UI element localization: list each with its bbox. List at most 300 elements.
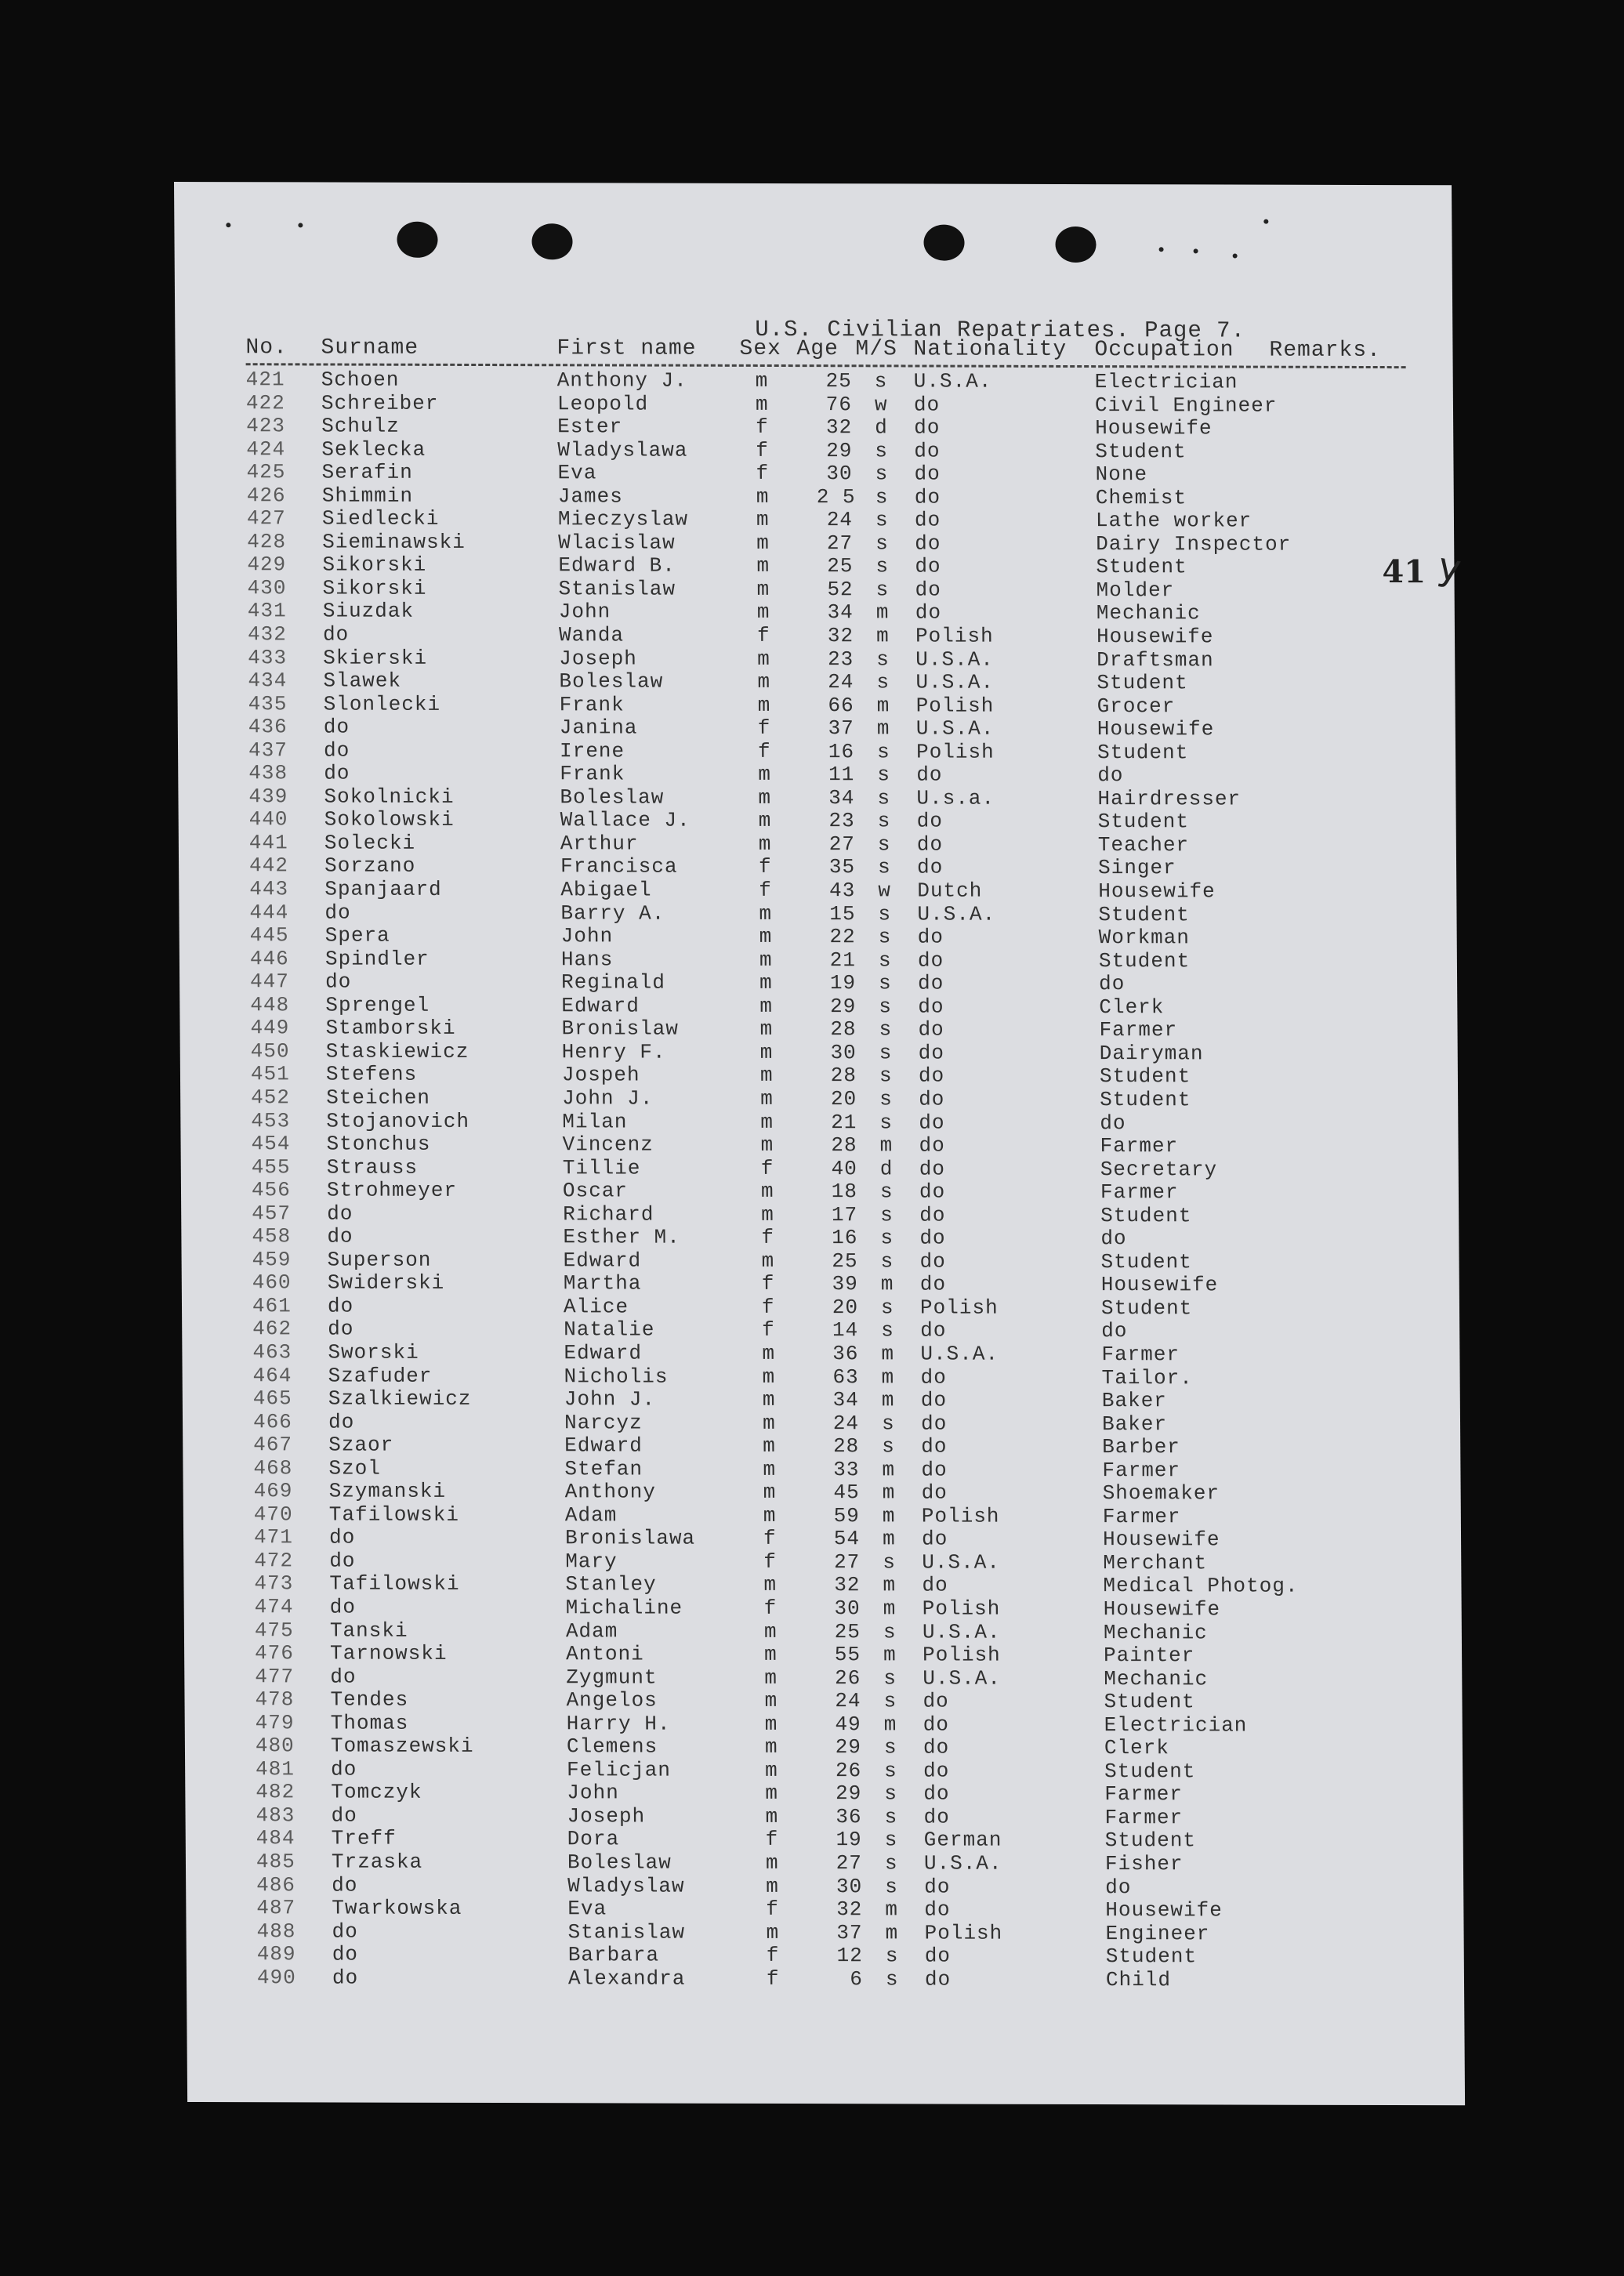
occupation: Housewife bbox=[1098, 879, 1216, 904]
occupation: Student bbox=[1100, 1088, 1191, 1112]
nationality: do bbox=[917, 948, 944, 973]
age: 24 bbox=[828, 670, 854, 694]
surname: Stefens bbox=[325, 1062, 418, 1087]
row-number: 458 bbox=[252, 1224, 292, 1249]
punch-hole bbox=[923, 225, 964, 261]
nationality: Polish bbox=[915, 624, 994, 648]
first-name: Nicholis bbox=[564, 1364, 669, 1389]
row-number: 452 bbox=[251, 1085, 291, 1110]
marital-status: s bbox=[885, 1944, 899, 1968]
row-number: 479 bbox=[255, 1710, 295, 1735]
occupation: Student bbox=[1095, 439, 1187, 464]
nationality: do bbox=[919, 1157, 946, 1181]
handwritten-mark: y bbox=[1434, 544, 1465, 592]
occupation: Student bbox=[1104, 1828, 1197, 1853]
first-name: Frank bbox=[559, 692, 625, 717]
surname: Siuzdak bbox=[322, 599, 415, 624]
punch-hole bbox=[1055, 227, 1096, 263]
age: 55 bbox=[834, 1643, 861, 1667]
marital-status: s bbox=[878, 948, 892, 973]
first-name: Harry H. bbox=[566, 1711, 671, 1736]
surname: do bbox=[324, 761, 350, 785]
surname: Tomaszewski bbox=[330, 1734, 474, 1759]
nationality: U.s.a. bbox=[916, 786, 995, 810]
sex: m bbox=[759, 971, 773, 995]
page-title: U.S. Civilian Repatriates. Page 7. bbox=[755, 316, 1246, 344]
surname: Tafilowski bbox=[328, 1502, 460, 1527]
occupation: do bbox=[1105, 1875, 1132, 1899]
nationality: do bbox=[924, 1967, 952, 1992]
surname: Superson bbox=[327, 1248, 432, 1272]
nationality: do bbox=[919, 1133, 945, 1158]
sex: m bbox=[756, 508, 770, 532]
age: 40 bbox=[831, 1156, 857, 1180]
marital-status: s bbox=[883, 1550, 896, 1575]
first-name: Esther M. bbox=[563, 1225, 680, 1249]
marital-status: s bbox=[879, 1180, 894, 1204]
header-remarks: Remarks. bbox=[1269, 338, 1382, 364]
nationality: do bbox=[923, 1735, 950, 1760]
occupation: do bbox=[1099, 972, 1126, 996]
marital-status: s bbox=[874, 369, 888, 393]
sex: m bbox=[759, 1064, 774, 1088]
age: 33 bbox=[833, 1457, 860, 1481]
age: 34 bbox=[827, 600, 854, 625]
nationality: do bbox=[920, 1318, 947, 1343]
sex: m bbox=[761, 1202, 774, 1227]
occupation: Farmer bbox=[1101, 1343, 1180, 1367]
sex: f bbox=[757, 739, 771, 763]
punch-hole bbox=[397, 222, 437, 258]
row-number: 438 bbox=[248, 761, 288, 785]
age: 20 bbox=[832, 1296, 859, 1320]
marital-status: s bbox=[878, 925, 892, 949]
surname: Schreiber bbox=[321, 391, 439, 415]
nationality: do bbox=[924, 1944, 952, 1968]
row-number: 460 bbox=[252, 1270, 292, 1295]
surname: Shimmin bbox=[321, 484, 414, 508]
header-no: No. bbox=[245, 335, 288, 361]
nationality: do bbox=[923, 1805, 950, 1829]
sex: f bbox=[766, 1897, 780, 1922]
sex: f bbox=[765, 1828, 779, 1852]
occupation: Farmer bbox=[1104, 1782, 1184, 1807]
surname: do bbox=[329, 1549, 356, 1573]
nationality: German bbox=[923, 1828, 1002, 1853]
first-name: Bronislawa bbox=[564, 1526, 696, 1551]
age: 14 bbox=[832, 1318, 859, 1343]
row-number: 422 bbox=[245, 390, 285, 415]
sex: m bbox=[765, 1804, 779, 1828]
sex: m bbox=[763, 1434, 776, 1459]
age: 36 bbox=[832, 1342, 859, 1366]
header-nationality: Nationality bbox=[913, 337, 1068, 362]
age: 12 bbox=[836, 1944, 863, 1968]
first-name: Joseph bbox=[567, 1804, 646, 1828]
occupation: Student bbox=[1097, 810, 1190, 834]
age: 29 bbox=[830, 994, 857, 1019]
nationality: do bbox=[915, 554, 941, 578]
nationality: do bbox=[916, 855, 944, 880]
nationality: Polish bbox=[915, 740, 995, 764]
sex: m bbox=[766, 1920, 780, 1944]
row-number: 476 bbox=[254, 1641, 295, 1665]
first-name: Richard bbox=[563, 1201, 654, 1227]
marital-status: s bbox=[884, 1805, 898, 1829]
occupation: Housewife bbox=[1096, 625, 1214, 649]
occupation: Student bbox=[1099, 1064, 1191, 1089]
first-name: Adam bbox=[564, 1503, 618, 1528]
marital-status: s bbox=[875, 485, 889, 509]
sex: m bbox=[760, 1133, 774, 1158]
occupation: Electrician bbox=[1104, 1712, 1248, 1738]
nationality: do bbox=[921, 1480, 948, 1505]
row-number: 477 bbox=[255, 1664, 295, 1688]
age: 2 5 bbox=[816, 484, 856, 509]
sex: m bbox=[758, 832, 772, 856]
first-name: Zygmunt bbox=[566, 1665, 658, 1690]
nationality: do bbox=[915, 531, 941, 556]
occupation: Tailor. bbox=[1101, 1365, 1193, 1390]
occupation: do bbox=[1100, 1227, 1127, 1251]
first-name: John bbox=[567, 1781, 619, 1805]
nationality: U.S.A. bbox=[922, 1550, 1001, 1575]
surname: Solecki bbox=[324, 831, 416, 855]
age: 32 bbox=[825, 415, 853, 440]
sex: m bbox=[765, 1850, 779, 1875]
header-age: Age bbox=[796, 337, 839, 362]
first-name: Irene bbox=[559, 739, 625, 763]
sex: f bbox=[756, 462, 770, 486]
surname: do bbox=[331, 1803, 357, 1828]
row-number: 453 bbox=[251, 1108, 291, 1133]
surname: Seklecka bbox=[321, 437, 426, 462]
first-name: Eva bbox=[567, 1897, 607, 1921]
age: 34 bbox=[832, 1388, 859, 1412]
nationality: Polish bbox=[919, 1296, 999, 1320]
nationality: do bbox=[918, 1064, 945, 1088]
sex: f bbox=[760, 1156, 774, 1180]
row-number: 435 bbox=[248, 691, 288, 716]
marital-status: d bbox=[875, 415, 888, 440]
age: 59 bbox=[833, 1503, 860, 1528]
occupation: Housewife bbox=[1103, 1597, 1221, 1622]
age: 25 bbox=[834, 1619, 861, 1644]
nationality: do bbox=[920, 1388, 948, 1412]
age: 21 bbox=[829, 948, 857, 972]
marital-status: s bbox=[879, 1017, 893, 1042]
surname: do bbox=[332, 1919, 358, 1944]
marital-status: s bbox=[881, 1318, 894, 1343]
occupation: Workman bbox=[1098, 926, 1191, 950]
marital-status: s bbox=[884, 1759, 897, 1783]
age: 39 bbox=[832, 1272, 858, 1296]
surname: Tanski bbox=[329, 1618, 408, 1643]
nationality: do bbox=[923, 1689, 949, 1713]
nationality: U.S.A. bbox=[920, 1342, 999, 1366]
row-number: 470 bbox=[253, 1502, 293, 1527]
sex: m bbox=[759, 948, 773, 972]
age: 6 bbox=[850, 1966, 864, 1991]
marital-status: s bbox=[885, 1967, 899, 1992]
marital-status: s bbox=[880, 1296, 894, 1320]
header-surname: Surname bbox=[321, 335, 419, 361]
surname: Thomas bbox=[330, 1711, 409, 1735]
nationality: Polish bbox=[915, 694, 995, 718]
row-number: 490 bbox=[256, 1965, 296, 1990]
nationality: do bbox=[919, 1087, 945, 1111]
row-number: 467 bbox=[253, 1433, 293, 1457]
occupation: Student bbox=[1097, 671, 1188, 695]
surname: do bbox=[327, 1201, 353, 1226]
marital-status: m bbox=[882, 1504, 896, 1528]
occupation: Student bbox=[1105, 1944, 1198, 1969]
marital-status: s bbox=[879, 1087, 893, 1111]
sex: m bbox=[766, 1874, 779, 1898]
first-name: Barbara bbox=[567, 1943, 660, 1967]
age: 27 bbox=[828, 832, 855, 857]
first-name: Francisca bbox=[560, 854, 678, 879]
marital-status: s bbox=[880, 1203, 894, 1227]
sex: f bbox=[762, 1318, 775, 1343]
surname: Szaor bbox=[328, 1433, 394, 1457]
occupation: Housewife bbox=[1105, 1898, 1223, 1923]
surname: do bbox=[327, 1294, 354, 1318]
marital-status: s bbox=[879, 1041, 893, 1065]
surname: Treff bbox=[331, 1826, 397, 1851]
occupation: Medical Photog. bbox=[1103, 1574, 1299, 1599]
occupation: Singer bbox=[1097, 856, 1176, 880]
sex: m bbox=[757, 647, 770, 671]
nationality: Dutch bbox=[917, 879, 983, 903]
occupation: Farmer bbox=[1102, 1458, 1181, 1483]
repatriates-list bbox=[245, 315, 1465, 1992]
row-number: 483 bbox=[256, 1803, 295, 1828]
nationality: U.S.A. bbox=[915, 647, 994, 672]
row-number: 439 bbox=[248, 785, 288, 809]
row-number: 440 bbox=[248, 807, 288, 832]
sex: f bbox=[756, 415, 769, 440]
marital-status: s bbox=[879, 971, 892, 995]
sex: m bbox=[765, 1781, 779, 1806]
row-number: 461 bbox=[252, 1294, 292, 1318]
nationality: do bbox=[919, 1272, 947, 1296]
occupation: Farmer bbox=[1100, 1180, 1179, 1205]
marital-status: m bbox=[882, 1458, 896, 1482]
marital-status: m bbox=[885, 1897, 899, 1922]
row-number: 475 bbox=[254, 1618, 294, 1642]
age: 30 bbox=[826, 462, 853, 486]
sex: f bbox=[763, 1549, 777, 1574]
marital-status: s bbox=[877, 855, 891, 879]
occupation: Civil Engineer bbox=[1094, 393, 1278, 418]
marital-status: m bbox=[875, 624, 890, 648]
sex: m bbox=[759, 1017, 774, 1042]
surname: Stamborski bbox=[325, 1016, 456, 1041]
age: 15 bbox=[829, 901, 856, 926]
surname: do bbox=[325, 969, 352, 994]
nationality: do bbox=[914, 415, 941, 440]
age: 29 bbox=[835, 1735, 862, 1760]
first-name: Reginald bbox=[561, 970, 666, 995]
row-number: 449 bbox=[250, 1016, 290, 1040]
nationality: do bbox=[916, 809, 944, 833]
sex: m bbox=[763, 1457, 777, 1481]
first-name: John bbox=[560, 924, 614, 948]
first-name: Henry F. bbox=[561, 1040, 666, 1064]
nationality: do bbox=[916, 832, 944, 857]
sex: m bbox=[760, 1086, 774, 1111]
surname: Strauss bbox=[326, 1155, 419, 1180]
nationality: do bbox=[920, 1412, 948, 1436]
age: 34 bbox=[828, 786, 855, 810]
age: 76 bbox=[825, 392, 853, 416]
first-name: Joseph bbox=[559, 646, 637, 671]
marital-status: m bbox=[876, 716, 890, 741]
surname: Twarkowska bbox=[332, 1896, 462, 1921]
sex: m bbox=[762, 1387, 776, 1412]
age: 52 bbox=[827, 578, 854, 602]
occupation: Farmer bbox=[1099, 1018, 1178, 1042]
header-first-name: First name bbox=[556, 336, 697, 361]
occupation: Farmer bbox=[1102, 1504, 1181, 1529]
nationality: do bbox=[921, 1527, 948, 1551]
row-number: 468 bbox=[253, 1455, 293, 1480]
sex: m bbox=[759, 925, 773, 949]
marital-status: s bbox=[875, 578, 890, 602]
first-name: Dora bbox=[567, 1827, 620, 1851]
occupation: Student bbox=[1097, 740, 1189, 765]
nationality: do bbox=[915, 578, 941, 602]
first-name: Wanda bbox=[558, 623, 625, 647]
row-number: 434 bbox=[248, 669, 288, 693]
surname: Szol bbox=[328, 1456, 381, 1480]
occupation: Mechanic bbox=[1103, 1620, 1208, 1644]
marital-status: s bbox=[884, 1781, 898, 1806]
age: 63 bbox=[832, 1365, 859, 1389]
table-body bbox=[245, 368, 1299, 1992]
nationality: do bbox=[922, 1573, 948, 1597]
occupation: Housewife bbox=[1097, 717, 1215, 741]
row-number: 423 bbox=[246, 414, 286, 438]
surname: Strohmeyer bbox=[326, 1178, 458, 1203]
nationality: do bbox=[919, 1249, 946, 1274]
occupation: Clerk bbox=[1099, 995, 1165, 1020]
sex: m bbox=[763, 1619, 778, 1644]
surname: Sprengel bbox=[325, 993, 430, 1017]
nationality: do bbox=[919, 1226, 946, 1250]
surname: do bbox=[332, 1873, 358, 1897]
sex: m bbox=[756, 554, 770, 578]
first-name: Edward B. bbox=[558, 553, 676, 578]
nationality: do bbox=[914, 485, 941, 509]
first-name: Jospeh bbox=[561, 1063, 640, 1087]
age: 54 bbox=[833, 1527, 861, 1551]
row-number: 457 bbox=[252, 1201, 292, 1226]
age: 20 bbox=[830, 1087, 857, 1111]
row-number: 462 bbox=[252, 1317, 292, 1341]
first-name: Boleslaw bbox=[567, 1850, 672, 1875]
occupation: Dairyman bbox=[1099, 1041, 1204, 1066]
age: 27 bbox=[826, 531, 854, 556]
marital-status: s bbox=[875, 462, 889, 486]
sex: m bbox=[756, 600, 770, 625]
sex: f bbox=[756, 438, 770, 462]
first-name: Boleslaw bbox=[559, 669, 664, 694]
surname: Spindler bbox=[324, 947, 430, 971]
age: 27 bbox=[833, 1550, 861, 1575]
row-number: 429 bbox=[247, 553, 287, 577]
first-name: Narcyz bbox=[564, 1410, 643, 1435]
occupation: Student bbox=[1100, 1296, 1193, 1321]
first-name: Stanislaw bbox=[558, 577, 676, 601]
ink-speck bbox=[1263, 219, 1268, 224]
nationality: do bbox=[914, 508, 941, 532]
age: 35 bbox=[828, 855, 856, 879]
row-number: 471 bbox=[253, 1525, 293, 1549]
marital-status: m bbox=[882, 1480, 896, 1505]
occupation: do bbox=[1097, 763, 1124, 788]
sex: f bbox=[761, 1295, 775, 1319]
surname: Sorzano bbox=[324, 854, 416, 879]
ink-speck bbox=[298, 223, 303, 227]
first-name: Clemens bbox=[566, 1734, 658, 1759]
first-name: Mieczyslaw bbox=[557, 507, 689, 531]
first-name: Mary bbox=[565, 1549, 618, 1574]
sex: m bbox=[763, 1573, 778, 1597]
age: 16 bbox=[832, 1226, 858, 1250]
surname: Slawek bbox=[323, 669, 402, 693]
age: 32 bbox=[827, 624, 854, 648]
row-number: 480 bbox=[255, 1734, 295, 1758]
occupation: Housewife bbox=[1095, 416, 1213, 440]
occupation: None bbox=[1095, 462, 1148, 487]
occupation: Student bbox=[1098, 948, 1191, 973]
occupation: Student bbox=[1104, 1690, 1195, 1714]
row-number: 436 bbox=[248, 715, 288, 739]
marital-status: m bbox=[881, 1365, 895, 1389]
first-name: Antoni bbox=[565, 1642, 644, 1666]
sex: f bbox=[761, 1272, 775, 1296]
sex: f bbox=[766, 1944, 780, 1968]
row-number: 421 bbox=[245, 368, 285, 392]
surname: Szafuder bbox=[328, 1364, 433, 1388]
nationality: Polish bbox=[924, 1921, 1003, 1945]
marital-status: s bbox=[877, 832, 891, 857]
nationality: do bbox=[918, 971, 944, 995]
occupation: Student bbox=[1104, 1759, 1196, 1784]
row-number: 427 bbox=[246, 506, 286, 531]
surname: Schulz bbox=[321, 414, 400, 438]
first-name: Edward bbox=[561, 994, 640, 1018]
first-name: Martha bbox=[563, 1271, 642, 1296]
marital-status: s bbox=[877, 763, 890, 787]
row-number: 426 bbox=[246, 483, 286, 508]
marital-status: s bbox=[878, 901, 892, 926]
age: 32 bbox=[836, 1897, 863, 1922]
nationality: do bbox=[917, 925, 944, 949]
row-number: 446 bbox=[249, 946, 289, 971]
nationality: Polish bbox=[922, 1596, 1001, 1621]
header-occupation: Occupation bbox=[1094, 338, 1234, 363]
nationality: do bbox=[923, 1759, 950, 1783]
first-name: Michaline bbox=[565, 1596, 683, 1620]
first-name: Wallace J. bbox=[560, 808, 691, 833]
first-name: Anthony J. bbox=[556, 368, 687, 393]
surname: Sikorski bbox=[322, 553, 427, 578]
age: 24 bbox=[835, 1689, 861, 1713]
surname: do bbox=[323, 715, 350, 739]
